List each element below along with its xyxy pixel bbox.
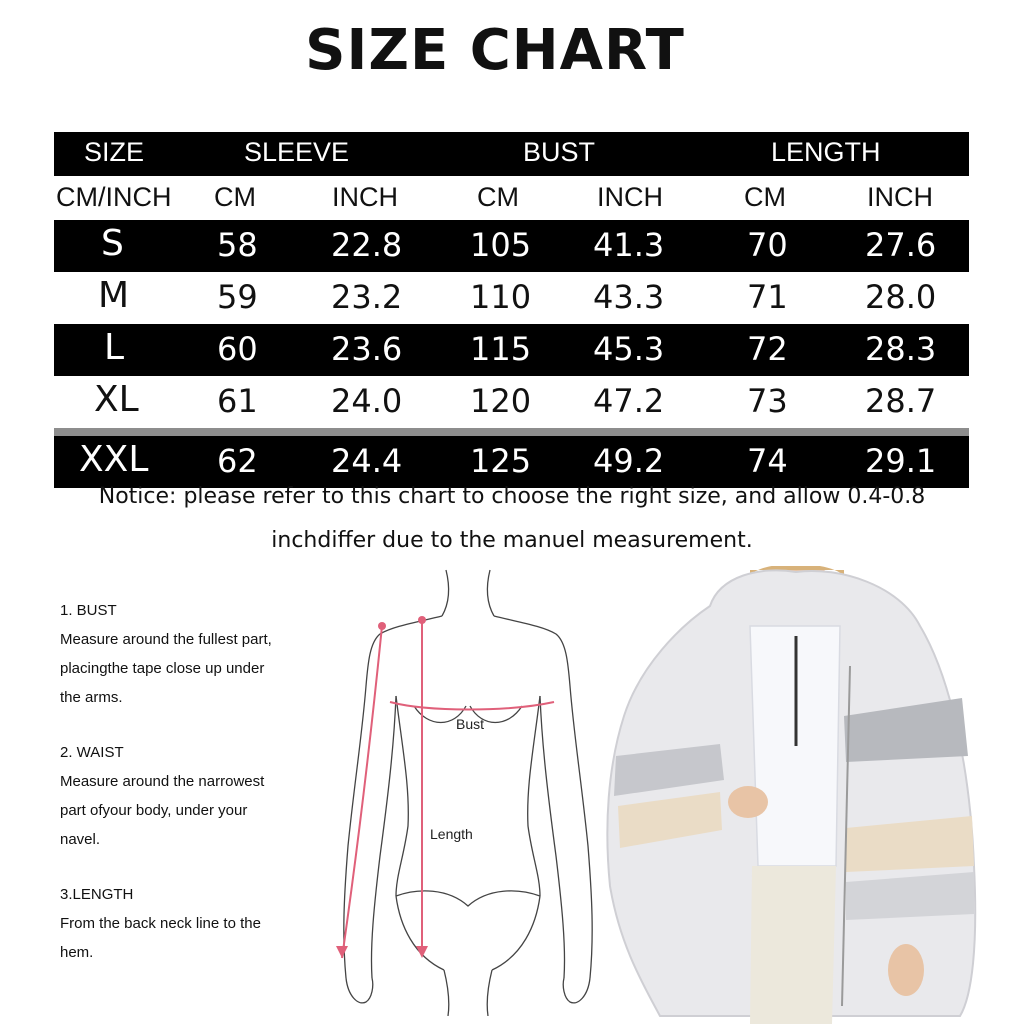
instruction-length-title: 3.LENGTH (60, 886, 134, 903)
units-bust-cm: CM (477, 182, 519, 212)
instruction-waist-text: navel. (60, 831, 101, 848)
row-sleeve-inch: 22.8 (331, 226, 403, 264)
row-size: L (104, 327, 125, 368)
sleeve-measure-line (342, 626, 382, 958)
table-row (54, 376, 969, 428)
row-length-inch: 28.3 (865, 330, 937, 368)
instruction-bust-text: the arms. (60, 689, 123, 706)
instruction-bust (60, 596, 330, 712)
row-sleeve-inch: 24.0 (331, 382, 403, 420)
table-row (54, 220, 969, 272)
row-bust-cm: 110 (470, 278, 532, 316)
page-title: SIZE CHART (305, 18, 685, 83)
length-label: Length (430, 826, 473, 842)
notice-line-2: inchdiffer due to the manuel measurement. (271, 528, 753, 553)
row-length-inch: 28.0 (865, 278, 937, 316)
instruction-bust-text: placingthe tape close up under (60, 660, 265, 677)
row-bust-inch: 49.2 (593, 442, 665, 480)
instruction-length-text: hem. (60, 944, 94, 961)
bust-label: Bust (456, 716, 485, 732)
row-length-cm: 71 (747, 278, 788, 316)
row-bust-inch: 47.2 (593, 382, 665, 420)
instruction-length (60, 880, 330, 967)
row-bust-cm: 125 (470, 442, 532, 480)
row-bust-inch: 41.3 (593, 226, 665, 264)
row-bust-cm: 120 (470, 382, 532, 420)
row-length-cm: 74 (747, 442, 788, 480)
row-bust-cm: 115 (470, 330, 532, 368)
row-size: XL (94, 379, 139, 420)
row-sleeve-inch: 23.6 (331, 330, 403, 368)
instruction-bust-title: 1. BUST (60, 602, 117, 619)
row-sleeve-inch: 23.2 (331, 278, 403, 316)
row-size: S (101, 223, 124, 264)
length-start-marker (418, 616, 426, 624)
header-length: LENGTH (771, 137, 881, 167)
instruction-waist-title: 2. WAIST (60, 744, 124, 761)
row-sleeve-cm: 60 (217, 330, 258, 368)
row-length-inch: 29.1 (865, 442, 937, 480)
units-size: CM/INCH (56, 182, 172, 212)
table-units-row (54, 176, 969, 220)
length-arrow-icon (416, 946, 428, 958)
header-sleeve: SLEEVE (244, 137, 350, 167)
row-divider (54, 428, 969, 436)
pants (750, 866, 836, 1024)
instruction-waist-text: Measure around the narrowest (60, 773, 265, 790)
units-length-inch: INCH (867, 182, 933, 212)
row-length-inch: 27.6 (865, 226, 937, 264)
row-sleeve-cm: 61 (217, 382, 258, 420)
instruction-waist (60, 738, 330, 854)
instruction-bust-text: Measure around the fullest part, (60, 631, 272, 648)
units-length-cm: CM (744, 182, 786, 212)
sleeve-start-marker (378, 622, 386, 630)
units-bust-inch: INCH (597, 182, 663, 212)
size-table (54, 132, 969, 488)
body-measurement-diagram (318, 566, 618, 1016)
row-length-cm: 70 (747, 226, 788, 264)
header-bust: BUST (523, 137, 596, 167)
units-sleeve-inch: INCH (332, 182, 398, 212)
model-hand (728, 786, 768, 818)
table-row (54, 272, 969, 324)
measure-instructions (60, 596, 330, 993)
row-bust-inch: 45.3 (593, 330, 665, 368)
row-size: XXL (79, 439, 149, 480)
row-bust-cm: 105 (470, 226, 532, 264)
row-sleeve-cm: 62 (217, 442, 258, 480)
instruction-length-text: From the back neck line to the (60, 915, 261, 932)
table-header-row (54, 132, 969, 176)
units-sleeve-cm: CM (214, 182, 256, 212)
table-row (54, 324, 969, 376)
row-bust-inch: 43.3 (593, 278, 665, 316)
header-size: SIZE (84, 137, 145, 167)
row-sleeve-cm: 58 (217, 226, 258, 264)
row-length-cm: 73 (747, 382, 788, 420)
row-sleeve-inch: 24.4 (331, 442, 403, 480)
table-row (54, 436, 969, 488)
notice-line-1: Notice: please refer to this chart to choose the right size, and allow 0.4-0.8 (98, 484, 926, 509)
row-length-cm: 72 (747, 330, 788, 368)
instruction-waist-text: part ofyour body, under your (60, 802, 248, 819)
sleeve-arrow-icon (336, 946, 348, 958)
row-length-inch: 28.7 (865, 382, 937, 420)
row-sleeve-cm: 59 (217, 278, 258, 316)
product-photo (600, 566, 1010, 1024)
row-size: M (98, 275, 130, 316)
